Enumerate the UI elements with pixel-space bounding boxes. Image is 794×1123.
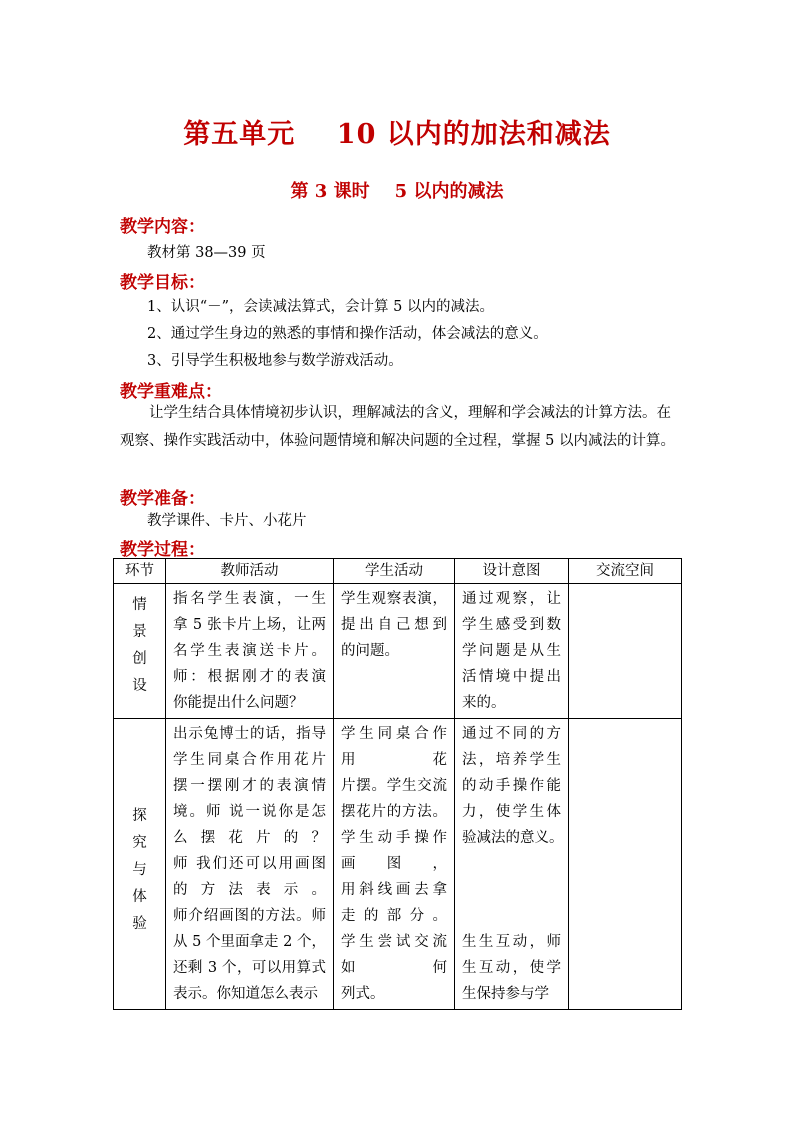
teacher-line: 摆一摆刚才的表演情 [173,778,326,794]
header-intent: 设计意图 [455,559,569,584]
intent-line: 生生互动，师 [462,934,561,950]
intent-line [462,851,561,877]
table-row [114,584,682,719]
student-line: 用花 [341,752,447,768]
stage-char: 验 [132,916,147,932]
process-table [113,558,682,1010]
intent-line: 来的。 [462,695,506,711]
key-points-text: 让学生结合具体情境初步认识，理解减法的含义，理解和学会减法的计算方法。在观察、操作实践活动中，体验问题情境和解决问题的全过程，掌握 5 以内减法的计算。 [120,405,675,449]
teacher-line: 拿 5 张卡片上场，让两 [173,617,326,633]
teacher-line: 境。师 说一说你是怎 [173,804,326,820]
student-line: 提出自己想到 [341,617,447,633]
intent-line [462,877,561,903]
content-heading: 教学内容： [120,217,205,237]
intent-cell [455,584,569,719]
student-line: 摆花片的方法。 [341,804,447,820]
teacher-line: 表示。你知道怎么表示 [173,986,318,1002]
page-title: 第五单元 10 以内的加法和减法 [183,119,611,150]
teacher-line: 出示兔博士的话，指导 [173,726,326,742]
stage-cell [114,584,166,719]
teacher-line: 么摆花片的？ [173,830,326,846]
header-teacher: 教师活动 [166,559,334,584]
intent-line: 学问题是从生 [462,643,561,659]
student-line: 列式。 [341,986,385,1002]
lesson-subtitle: 第 3 课时 5 以内的减法 [290,181,504,202]
teacher-line: 从 5 个里面拿走 2 个， [173,934,326,950]
intent-line: 通过观察，让 [462,591,561,607]
goal-item: 2、通过学生身边的熟悉的事情和操作活动，体会减法的意义。 [147,326,548,342]
intent-line: 的动手操作能 [462,778,561,794]
intent-line [462,903,561,929]
header-stage: 环节 [114,559,166,584]
goal-item: 1、认识“－”，会读减法算式，会计算 5 以内的减法。 [147,299,494,315]
stage-cell [114,719,166,1010]
teacher-line: 师：根据刚才的表演 [173,669,326,685]
student-line: 走的部分。 [341,908,447,924]
content-text: 教材第 38—39 页 [147,245,266,261]
intent-line: 验减法的意义。 [462,830,564,846]
teacher-line: 学生同桌合作用花片 [173,752,326,768]
student-line: 的问题。 [341,643,399,659]
teacher-line: 指名学生表演，一生 [173,591,326,607]
intent-line: 活情境中提出 [462,669,561,685]
header-student: 学生活动 [334,559,455,584]
goals-heading: 教学目标： [120,273,205,293]
student-line: 学生同桌合作 [341,726,447,742]
prep-heading: 教学准备： [120,489,205,509]
stage-char: 体 [132,889,147,905]
student-line: 画图， [341,856,447,872]
student-cell [334,719,455,1010]
stage-char: 究 [132,835,147,851]
student-line: 用斜线画去拿 [341,882,447,898]
table-header-row [114,559,682,584]
stage-char: 景 [132,624,147,640]
intent-line: 通过不同的方 [462,726,561,742]
teacher-cell [166,584,334,719]
process-heading: 教学过程： [120,540,205,560]
header-space: 交流空间 [569,559,682,584]
teacher-line: 还剩 3 个，可以用算式 [173,960,326,976]
student-cell [334,584,455,719]
key-points-heading: 教学重难点： [120,382,222,402]
teacher-line: 名学生表演送卡片。 [173,643,326,659]
stage-char: 创 [132,651,147,667]
intent-line: 力，使学生体 [462,804,561,820]
student-line: 如何 [341,960,447,976]
student-line: 片摆。学生交流 [341,778,447,794]
intent-line: 生互动，使学 [462,960,561,976]
table-row [114,719,682,1010]
teacher-line: 你能提出什么问题？ [173,695,304,711]
space-cell [569,719,682,1010]
stage-char: 设 [132,678,147,694]
teacher-line: 师 我们还可以用画图 [173,856,326,872]
stage-char: 情 [132,597,147,613]
teacher-line: 师介绍画图的方法。师 [173,908,326,924]
student-line: 学生动手操作 [341,830,447,846]
stage-char: 探 [132,808,147,824]
teacher-cell [166,719,334,1010]
goal-item: 3、引导学生积极地参与数学游戏活动。 [147,353,403,369]
student-line: 学生尝试交流 [341,934,447,950]
space-cell [569,584,682,719]
prep-text: 教学课件、卡片、小花片 [147,513,307,529]
intent-cell [455,719,569,1010]
intent-line: 生保持参与学 [462,986,549,1002]
student-line: 学生观察表演， [341,591,447,607]
teacher-line: 的方法表示。 [173,882,326,898]
intent-line: 法，培养学生 [462,752,561,768]
stage-char: 与 [132,862,147,878]
intent-line: 学生感受到数 [462,617,561,633]
